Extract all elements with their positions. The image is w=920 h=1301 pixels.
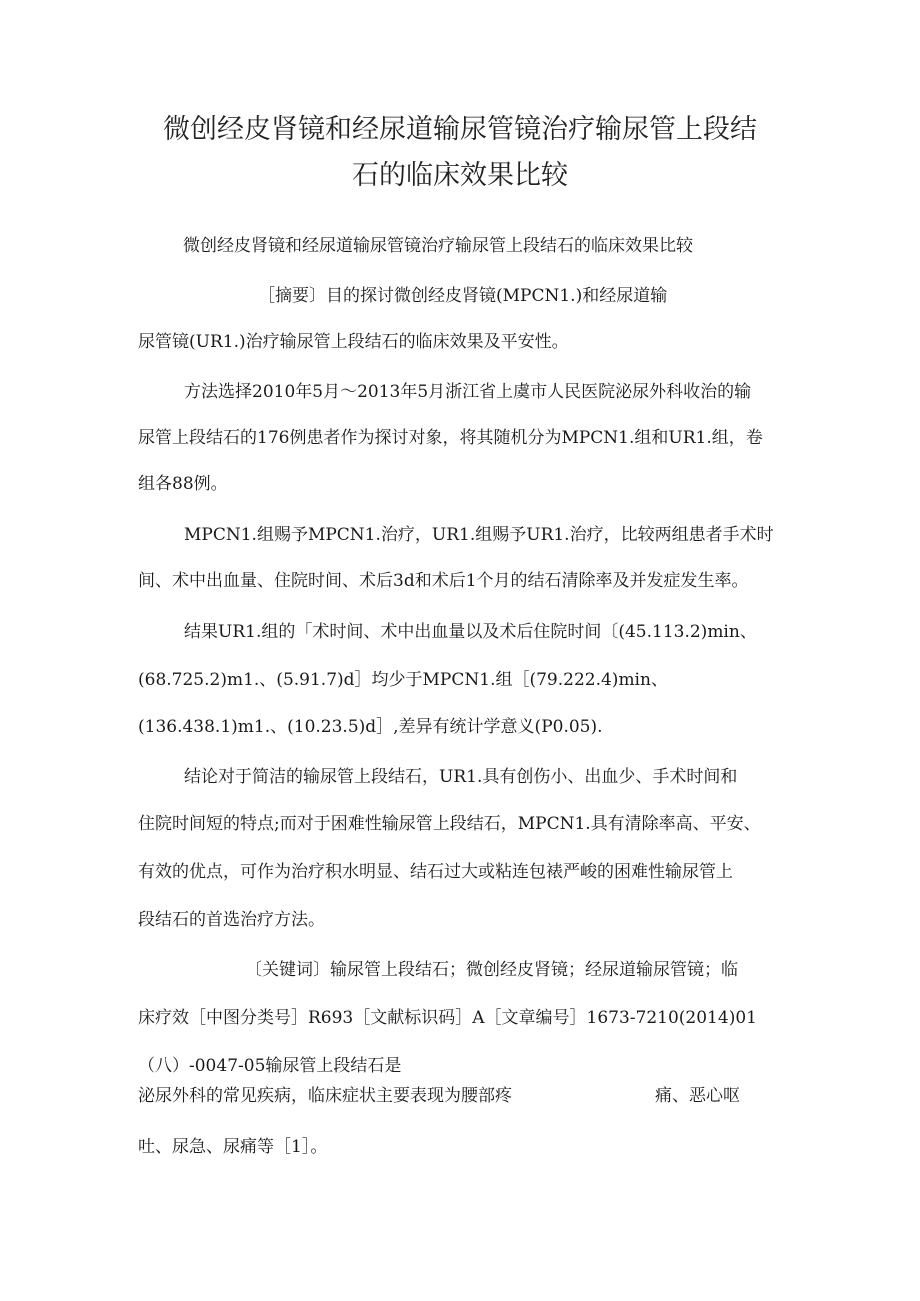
result-line-3: (136.438.1)m1.、(10.23.5)d］,差异有统计学意义(P0.05). — [138, 717, 603, 737]
title-line-1: 微创经皮肾镜和经尿道输尿管镜治疗输尿管上段结 — [163, 114, 757, 145]
abstract-line-1: ［摘要〕目的探讨微创经皮肾镜(MPCN1.)和经尿道输 — [258, 286, 668, 306]
conclusion-line-1: 结论对于简洁的输尿管上段结石，UR1.具有创伤小、出血少、手术时间和 — [184, 767, 738, 787]
treatment-line-2: 间、术中出血量、住院时间、术后3d和术后1个月的结石清除率及并发症发生率。 — [138, 571, 749, 591]
intro-line-1b: 痛、恶心呕 — [655, 1086, 740, 1106]
conclusion-line-3: 有效的优点，可作为治疗积水明显、结石过大或粘连包裱严峻的困难性输尿管上 — [138, 862, 733, 882]
method-line-1: 方法选择2010年5月～2013年5月浙江省上虞市人民医院泌尿外科收治的输 — [184, 382, 752, 402]
conclusion-line-2: 住院时间短的特点;而对于困难性输尿管上段结石，MPCN1.具有清除率高、平安、 — [138, 814, 761, 834]
keywords-line-3: （八）-0047-05输尿管上段结石是 — [138, 1056, 402, 1076]
intro-line-2: 吐、尿急、尿痛等［1］。 — [138, 1137, 328, 1157]
treatment-line-1: MPCN1.组赐予MPCN1.治疗，UR1.组赐予UR1.治疗，比较两组患者手术时 — [184, 525, 774, 545]
subtitle: 微创经皮肾镜和经尿道输尿管镜治疗输尿管上段结石的临床效果比较 — [183, 236, 693, 256]
title-line-2: 石的临床效果比较 — [352, 160, 568, 191]
abstract-line-2: 尿管镜(UR1.)治疗输尿管上段结石的临床效果及平安性。 — [138, 332, 569, 352]
document-title — [120, 107, 800, 199]
intro-line-1a: 泌尿外科的常见疾病，临床症状主要表现为腰部疼 — [138, 1086, 512, 1106]
method-line-3: 组各88例。 — [138, 474, 228, 494]
conclusion-line-4: 段结石的首选治疗方法。 — [138, 910, 325, 930]
result-line-2: (68.725.2)m1.、(5.91.7)d］均少于MPCN1.组［(79.222.4)min、 — [138, 670, 668, 690]
keywords-line-2: 床疗效［中图分类号］R693［文献标识码］A［文章编号］1673-7210(2014)01 — [138, 1008, 757, 1028]
method-line-2: 尿管上段结石的176例患者作为探讨对象，将其随机分为MPCN1.组和UR1.组，卷 — [138, 428, 763, 448]
result-line-1: 结果UR1.组的「术时间、术中出血量以及术后住院时间〔(45.113.2)min、 — [184, 622, 757, 642]
keywords-line-1: 〔关键词〕输尿管上段结石；微创经皮肾镜；经尿道输尿管镜；临 — [245, 960, 738, 980]
